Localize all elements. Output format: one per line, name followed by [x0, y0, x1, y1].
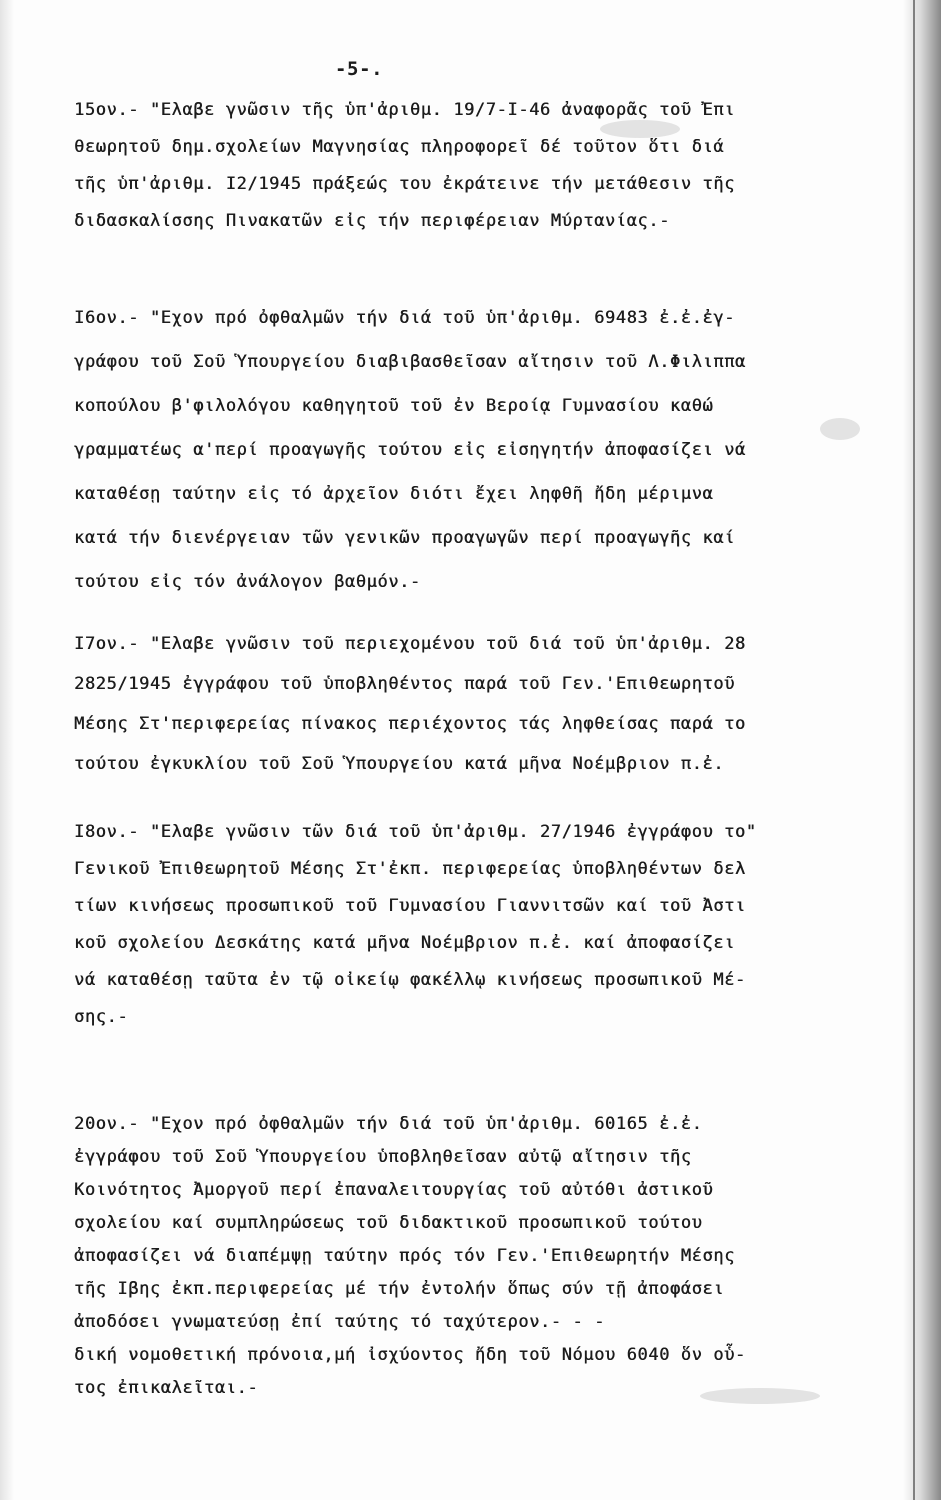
- text-line: γραμματέως α'περί προαγωγῆς τούτου εἰς εἰσηγητήν ἀποφασίζει νά: [74, 440, 746, 460]
- text-line: Κοινότητος Ἀμοργοῦ περί ἐπαναλειτουργίας τοῦ αὐτόθι ἀστικοῦ: [74, 1180, 714, 1200]
- text-line: 20ον.- "Εχον πρό ὀφθαλμῶν τήν διά τοῦ ὑπ'ἀριθμ. 60165 ἐ.ἐ.: [74, 1114, 703, 1134]
- paragraph-17: [74, 624, 904, 784]
- text-line: κατά τήν διενέργειαν τῶν γενικῶν προαγωγῶν περί προαγωγῆς καί: [74, 528, 735, 548]
- text-line: τῆς Ιβης ἐκπ.περιφερείας μέ τήν ἐντολήν ὅπως σύν τῇ ἀποφάσει: [74, 1279, 725, 1299]
- text-line: διδασκαλίσσης Πινακατῶν εἰς τήν περιφέρειαν Μύρτανίας.-: [74, 211, 670, 231]
- paragraph-18: [74, 814, 904, 1036]
- paragraph-16: [74, 296, 904, 604]
- text-line: κοῦ σχολείου Δεσκάτης κατά μῆνα Νοέμβριον π.ἐ. καί ἀποφασίζει: [74, 933, 735, 953]
- text-line: κοπούλου β'φιλολόγου καθηγητοῦ τοῦ ἐν Βεροίᾳ Γυμνασίου καθώ: [74, 396, 714, 416]
- page-number: -5-.: [335, 58, 384, 80]
- text-line: Γενικοῦ Ἐπιθεωρητοῦ Μέσης Στ'ἐκπ. περιφερείας ὑποβληθέντων δελ: [74, 859, 746, 879]
- scan-binding-line: [913, 0, 915, 1500]
- text-line: δική νομοθετική πρόνοια,μή ἰσχύοντος ἤδη τοῦ Νόμου 6040 ὅν οὗ-: [74, 1345, 746, 1365]
- scan-left-edge: [0, 0, 14, 1500]
- text-line: 15ον.- "Ελαβε γνῶσιν τῆς ὑπ'ἀριθμ. 19/7-I-46 ἀναφορᾶς τοῦ Ἐπι: [74, 100, 735, 120]
- text-line: τος ἐπικαλεῖται.-: [74, 1378, 259, 1398]
- text-line: νά καταθέσῃ ταῦτα ἐν τῷ οἰκείῳ φακέλλῳ κινήσεως προσωπικοῦ Μέ-: [74, 970, 746, 990]
- text-line: τούτου ἐγκυκλίου τοῦ Σοῦ Ὑπουργείου κατά μῆνα Νοέμβριον π.ἐ.: [74, 754, 725, 774]
- text-line: ἀποφασίζει νά διαπέμψῃ ταύτην πρός τόν Γεν.'Επιθεωρητήν Μέσης: [74, 1246, 735, 1266]
- text-line: τούτου εἰς τόν ἀνάλογον βαθμόν.-: [74, 572, 421, 592]
- paragraph-15: [74, 92, 904, 240]
- scan-right-edge: [903, 0, 941, 1500]
- text-line: ἐγγράφου τοῦ Σοῦ Ὑπουργείου ὑποβληθεῖσαν αὐτῷ αἴτησιν τῆς: [74, 1147, 692, 1167]
- text-line: σης.-: [74, 1007, 129, 1027]
- text-line: I6ον.- "Εχον πρό ὀφθαλμῶν τήν διά τοῦ ὑπ'ἀριθμ. 69483 ἐ.ἐ.ἐγ-: [74, 308, 735, 328]
- text-line: σχολείου καί συμπληρώσεως τοῦ διδακτικοῦ προσωπικοῦ τούτου: [74, 1213, 703, 1233]
- text-line: Μέσης Στ'περιφερείας πίνακος περιέχοντος τάς ληφθείσας παρά το: [74, 714, 746, 734]
- text-line: ἀποδόσει γνωματεύσῃ ἐπί ταύτης τό ταχύτερον.- - -: [74, 1312, 605, 1332]
- text-line: τῆς ὑπ'ἀριθμ. I2/1945 πράξεώς του ἐκράτεινε τήν μετάθεσιν τῆς: [74, 174, 735, 194]
- text-line: θεωρητοῦ δημ.σχολείων Μαγνησίας πληροφορεῖ δέ τοῦτον ὅτι διά: [74, 137, 725, 157]
- text-line: I8ον.- "Ελαβε γνῶσιν τῶν διά τοῦ ὑπ'ἀριθμ. 27/1946 ἐγγράφου το": [74, 822, 757, 842]
- text-line: I7ον.- "Ελαβε γνῶσιν τοῦ περιεχομένου τοῦ διά τοῦ ὑπ'ἀριθμ. 28: [74, 634, 746, 654]
- paragraph-20: [74, 1108, 904, 1405]
- text-line: τίων κινήσεως προσωπικοῦ τοῦ Γυμνασίου Γιαννιτσῶν καί τοῦ Ἀστι: [74, 896, 746, 916]
- text-line: 2825/1945 ἐγγράφου τοῦ ὑποβληθέντος παρά τοῦ Γεν.'Επιθεωρητοῦ: [74, 674, 735, 694]
- text-line: γράφου τοῦ Σοῦ Ὑπουργείου διαβιβασθεῖσαν αἴτησιν τοῦ Λ.Φιλιππα: [74, 352, 746, 372]
- text-line: καταθέσῃ ταύτην εἰς τό ἀρχεῖον διότι ἔχει ληφθῆ ἤδη μέριμνα: [74, 484, 714, 504]
